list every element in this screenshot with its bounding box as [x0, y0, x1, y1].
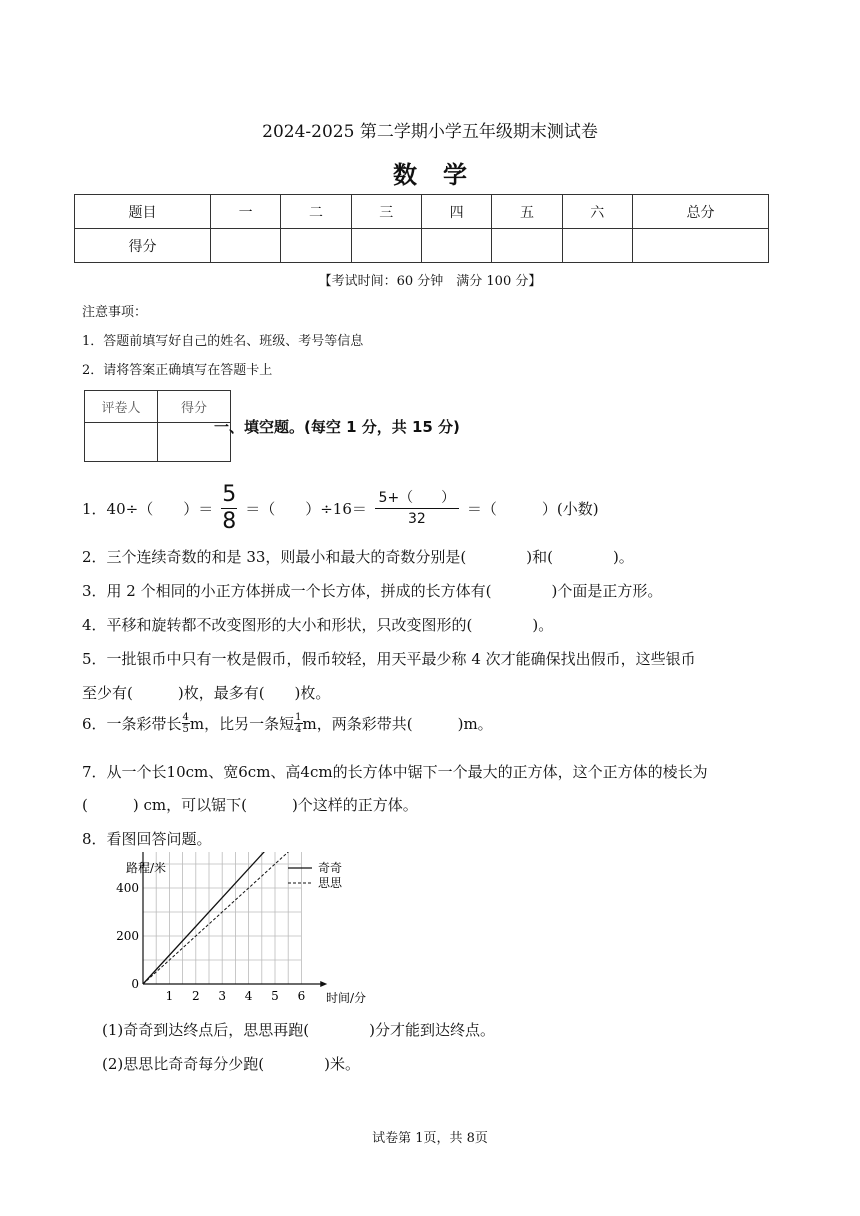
- q6-frac1-denominator: 5: [182, 724, 189, 735]
- page-footer: 试卷第 1页，共 8页: [372, 1131, 488, 1146]
- x-tick-label: 3: [218, 989, 227, 1003]
- question-4: 4．平移和旋转都不改变图形的大小和形状，只改变图形的( )。: [82, 616, 554, 634]
- q1-part-b: ＝（ ）÷16＝: [245, 500, 367, 518]
- q1-fraction: [221, 482, 237, 535]
- score-header-cell: 三: [351, 195, 421, 229]
- score-table: [74, 194, 769, 263]
- x-tick-label: 2: [191, 989, 200, 1003]
- score-header-cell: 五: [492, 195, 562, 229]
- question-8-sub-1: (1)奇奇到达终点后，思思再跑( )分才能到达终点。: [102, 1021, 495, 1039]
- origin-label: 0: [131, 977, 139, 991]
- exam-title: 2024-2025 第二学期小学五年级期末测试卷: [262, 122, 598, 142]
- question-8-sub-2: (2)思思比奇奇每分少跑( )米。: [102, 1055, 360, 1073]
- chart-x-axis-label: 时间/分: [326, 991, 367, 1005]
- score-header-cell: 四: [421, 195, 491, 229]
- chart-y-axis-label: 路程/米: [126, 861, 167, 875]
- chart-grid: [143, 852, 301, 984]
- question-5-line-1: 5．一批银币中只有一枚是假币，假币较轻，用天平最少称 4 次才能确保找出假币，这些银币: [82, 650, 696, 668]
- q1-part-a: 1．40÷（ ）＝: [82, 500, 214, 518]
- y-tick-label: 400: [116, 881, 139, 895]
- notes-heading: 注意事项：: [82, 305, 148, 320]
- score-cell[interactable]: [351, 229, 421, 263]
- q6-frac1-numerator: 4: [182, 712, 189, 723]
- note-item: 2．请将答案正确填写在答题卡上: [82, 363, 273, 378]
- section-1-title: 一、填空题。(每空 1 分，共 15 分): [214, 418, 460, 436]
- score-cell[interactable]: [210, 229, 280, 263]
- question-7-line-2: ( ) cm，可以锯下( )个这样的正方体。: [82, 796, 418, 814]
- note-item: 1．答题前填写好自己的姓名、班级、考号等信息: [82, 334, 364, 349]
- x-axis-arrow: [320, 981, 327, 987]
- question-8: 8．看图回答问题。: [82, 830, 212, 848]
- grader-reviewer-label: 评卷人: [85, 391, 158, 423]
- distance-time-chart: [100, 852, 370, 1008]
- score-header-cell: 一: [210, 195, 280, 229]
- q6-part-c: m，两条彩带共( )m。: [302, 715, 493, 733]
- score-table-score-row: [75, 229, 769, 263]
- q6-fraction-1: [182, 712, 190, 735]
- x-tick-label: 1: [165, 989, 174, 1003]
- score-cell[interactable]: [562, 229, 632, 263]
- question-7-line-1: 7．从一个长10cm、宽6cm、高4cm的长方体中锯下一个最大的正方体，这个正方体的棱长为: [82, 763, 708, 781]
- x-tick-label: 6: [297, 989, 306, 1003]
- q6-part-b: m，比另一条短: [189, 715, 295, 733]
- q1-frac-denominator: 8: [222, 509, 237, 534]
- grader-reviewer-cell[interactable]: [85, 423, 158, 462]
- chart-axes: [140, 852, 327, 987]
- score-header-cell: 二: [281, 195, 351, 229]
- score-cell[interactable]: [492, 229, 562, 263]
- q1-frac-numerator: 5: [222, 482, 237, 507]
- question-5-line-2: 至少有( )枚，最多有( )枚。: [82, 684, 331, 702]
- q6-fraction-2: [294, 712, 302, 735]
- q1-frac2-numerator: 5+（ ）: [375, 488, 459, 509]
- q6-frac2-denominator: 4: [295, 724, 302, 735]
- exam-info: 【考试时间：60 分钟 满分 100 分】: [318, 274, 542, 289]
- grader-score-label: 得分: [158, 391, 231, 423]
- score-header-cell: 六: [562, 195, 632, 229]
- chart-legend: [288, 861, 343, 890]
- legend-label: 思思: [318, 876, 343, 890]
- score-table-header-row: [75, 195, 769, 229]
- question-2: 2．三个连续奇数的和是 33，则最小和最大的奇数分别是( )和( )。: [82, 548, 634, 566]
- legend-label: 奇奇: [318, 861, 343, 875]
- score-cell[interactable]: [632, 229, 768, 263]
- x-tick-label: 5: [271, 989, 279, 1003]
- score-cell[interactable]: [421, 229, 491, 263]
- score-row-label: 得分: [75, 229, 211, 263]
- q6-frac2-numerator: 1: [295, 712, 302, 723]
- y-tick-label: 200: [116, 929, 139, 943]
- question-6: [82, 712, 493, 735]
- score-header-cell: 题目: [75, 195, 211, 229]
- question-3: 3．用 2 个相同的小正方体拼成一个长方体，拼成的长方体有( )个面是正方形。: [82, 582, 663, 600]
- x-tick-label: 4: [244, 989, 253, 1003]
- grader-box: [84, 390, 231, 462]
- score-header-cell: 总分: [632, 195, 768, 229]
- q6-part-a: 6．一条彩带长: [82, 715, 182, 733]
- subject-heading: 数学: [393, 161, 493, 189]
- score-cell[interactable]: [281, 229, 351, 263]
- q1-part-c: ＝（ ）(小数): [466, 500, 599, 518]
- question-1: [82, 482, 599, 535]
- q1-fraction-2: [375, 488, 459, 529]
- q1-frac2-denominator: 32: [407, 511, 426, 527]
